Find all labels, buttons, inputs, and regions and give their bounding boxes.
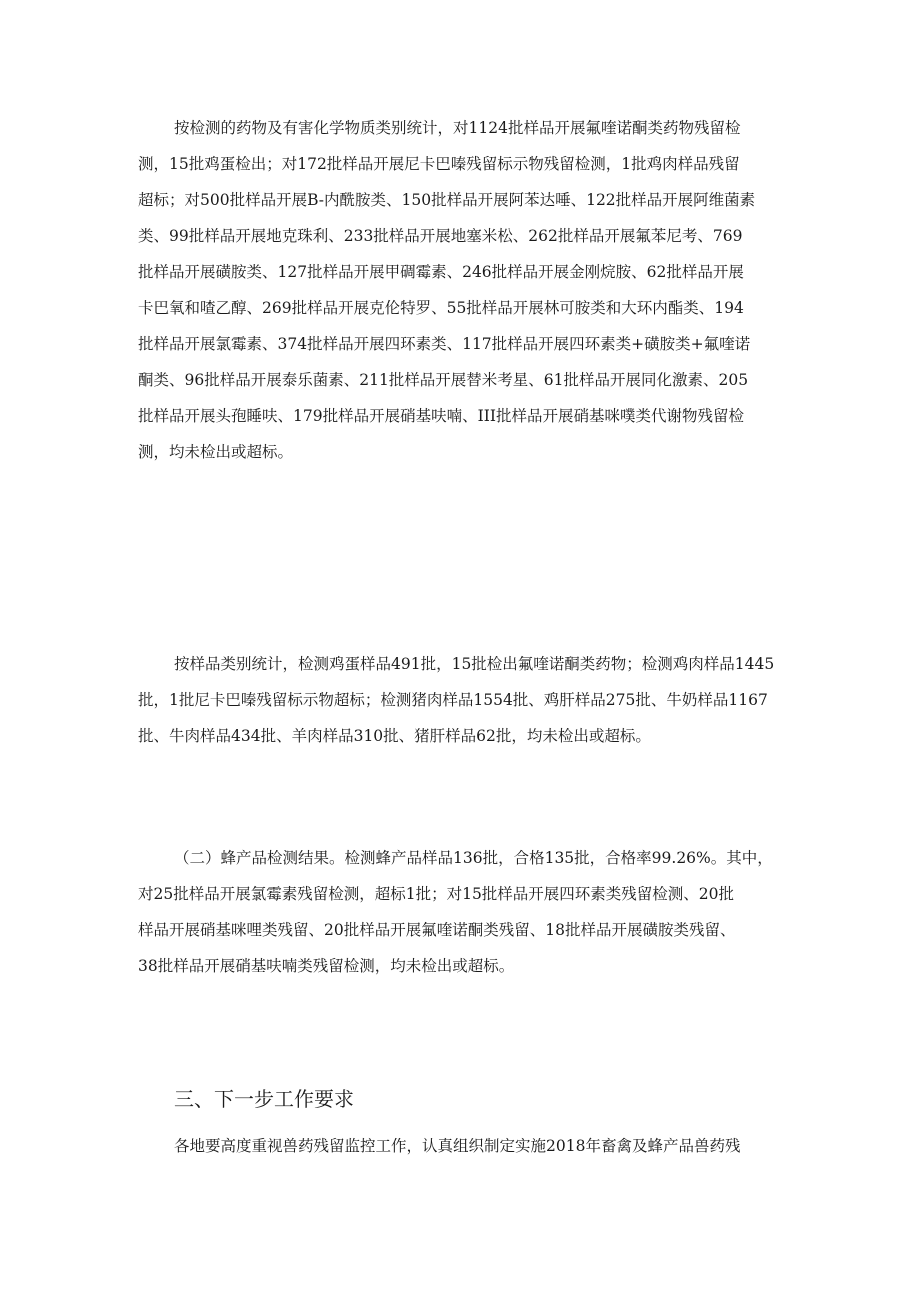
text-line: 批、牛肉样品434批、羊肉样品310批、猪肝样品62批，均未检出或超标。 — [138, 727, 651, 745]
text-line: 各地要高度重视兽药残留监控工作，认真组织制定实施2018年畜禽及蜂产品兽药残 — [174, 1137, 741, 1155]
section-heading: 三、下一步工作要求 — [174, 1087, 354, 1111]
text-line: 按检测的药物及有害化学物质类别统计，对1124批样品开展氟喹诺酮类药物残留检 — [174, 119, 741, 137]
text-line: 批样品开展磺胺类、127批样品开展甲碉霉素、246批样品开展金刚烷胺、62批样品开展 — [138, 263, 744, 281]
text-line: 测，15批鸡蛋检出；对172批样品开展尼卡巴嗪残留标示物残留检测，1批鸡肉样品残留 — [138, 155, 740, 173]
text-line: 按样品类别统计，检测鸡蛋样品491批，15批检出氟喹诺酮类药物；检测鸡肉样品1445 — [174, 655, 775, 673]
text-line: 超标；对500批样品开展B-内酰胺类、150批样品开展阿苯达唾、122批样品开展阿维菌素 — [138, 191, 756, 209]
text-line: 批样品开展头孢睡呋、179批样品开展硝基呋喃、III批样品开展硝基咪噗类代谢物残留检 — [138, 407, 744, 425]
text-line: 酮类、96批样品开展泰乐菌素、211批样品开展替米考星、61批样品开展同化激素、205 — [138, 371, 749, 389]
text-line: 类、99批样品开展地克珠利、233批样品开展地塞米松、262批样品开展氟苯尼考、769 — [138, 227, 743, 245]
paragraph-next-steps — [138, 1128, 788, 1164]
paragraph-bee-products — [138, 840, 788, 984]
text-line: 批样品开展氯霉素、374批样品开展四环素类、117批样品开展四环素类+磺胺类+氟喹诺 — [138, 335, 751, 353]
text-line: 样品开展硝基咪哩类残留、20批样品开展氟喹诺酮类残留、18批样品开展磺胺类残留、 — [138, 921, 736, 939]
paragraph-by-sample-category — [138, 646, 788, 754]
paragraph-by-drug-category — [138, 110, 788, 470]
text-line: 对25批样品开展氯霉素残留检测，超标1批；对15批样品开展四环素类残留检测、20批 — [138, 885, 735, 903]
text-line: 批，1批尼卡巴嗪残留标示物超标；检测猪肉样品1554批、鸡肝样品275批、牛奶样品1167 — [138, 691, 768, 709]
text-line: 测，均未检出或超标。 — [138, 443, 294, 461]
text-line: 38批样品开展硝基呋喃类残留检测，均未检出或超标。 — [138, 957, 515, 975]
text-line: 卡巴氧和喳乙醇、269批样品开展克伦特罗、55批样品开展林可胺类和大环内酯类、194 — [138, 299, 744, 317]
text-line: （二）蜂产品检测结果。检测蜂产品样品136批，合格135批，合格率99.26%。其中， — [174, 849, 773, 867]
